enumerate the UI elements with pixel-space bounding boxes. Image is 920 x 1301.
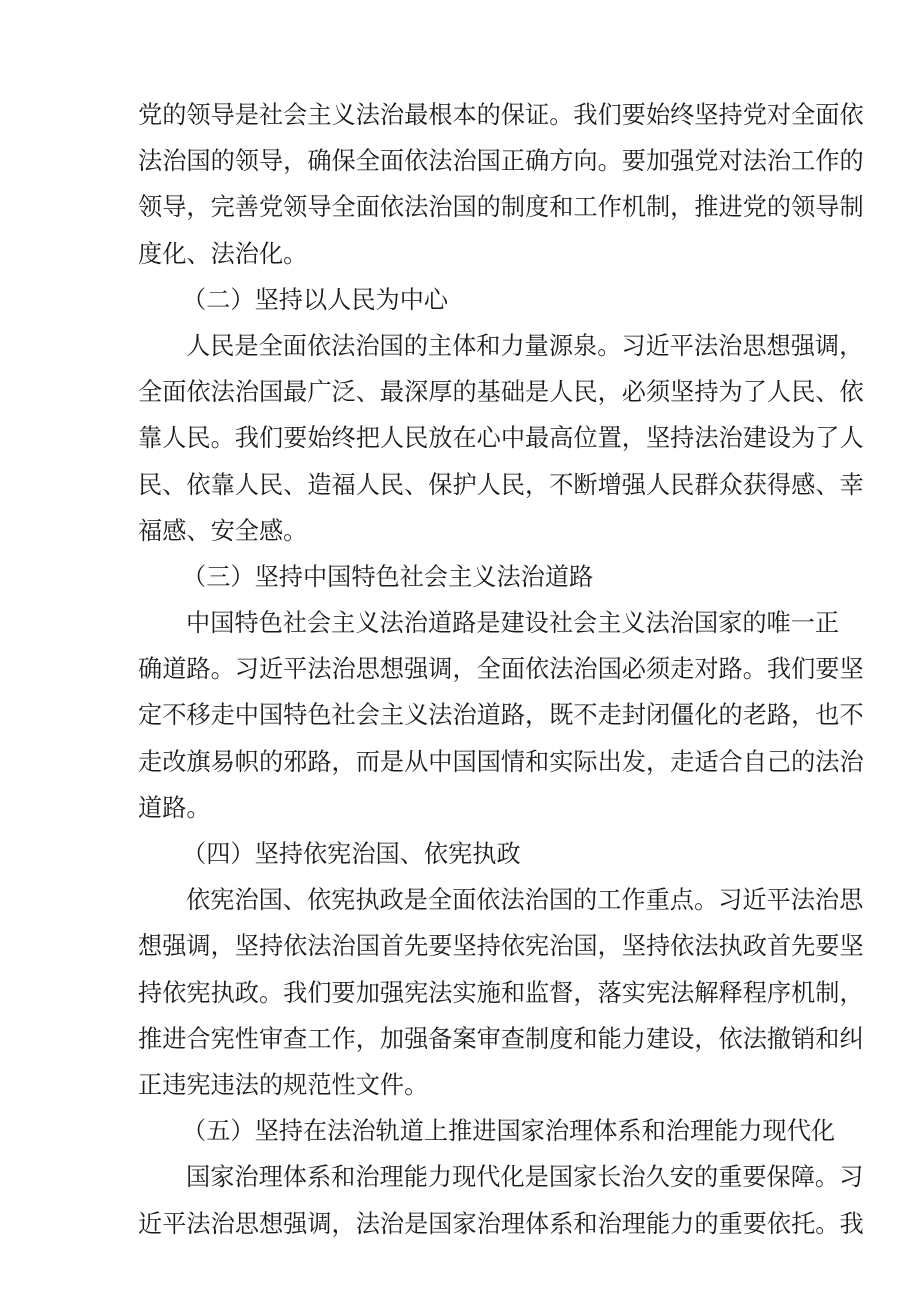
body-line: 定不移走中国特色社会主义法治道路，既不走封闭僵化的老路，也不 xyxy=(138,701,864,730)
paragraph-first-line: 国家治理体系和治理能力现代化是国家长治久安的重要保障。习 xyxy=(186,1163,864,1192)
section-heading-4: （四）坚持依宪治国、依宪执政 xyxy=(182,840,521,868)
document-body xyxy=(138,92,864,1247)
body-line: 想强调，坚持依法治国首先要坚持依宪治国，坚持依法执政首先要坚 xyxy=(138,932,864,961)
body-line: 全面依法治国最广泛、最深厚的基础是人民，必须坚持为了人民、依 xyxy=(138,378,864,407)
section-heading-2: （二）坚持以人民为中心 xyxy=(182,285,449,314)
paragraph-first-line: 中国特色社会主义法治道路是建设社会主义法治国家的唯一正 xyxy=(186,609,840,638)
section-heading-3: （三）坚持中国特色社会主义法治道路 xyxy=(182,562,594,591)
body-line: 领导，完善党领导全面依法治国的制度和工作机制，推进党的领导制 xyxy=(138,193,864,222)
section-heading-5: （五）坚持在法治轨道上推进国家治理体系和治理能力现代化 xyxy=(182,1117,836,1146)
body-line: 推进合宪性审查工作，加强备案审查制度和能力建设，依法撤销和纠 xyxy=(138,1024,864,1053)
body-line: 度化、法治化。 xyxy=(138,239,308,268)
paragraph-first-line: 人民是全面依法治国的主体和力量源泉。习近平法治思想强调， xyxy=(186,331,864,360)
body-line: 党的领导是社会主义法治最根本的保证。我们要始终坚持党对全面依 xyxy=(138,101,864,129)
body-line: 持依宪执政。我们要加强宪法实施和监督，落实宪法解释程序机制， xyxy=(138,978,864,1007)
body-line: 走改旗易帜的邪路，而是从中国国情和实际出发，走适合自己的法治 xyxy=(138,747,864,776)
body-line: 民、依靠人民、造福人民、保护人民，不断增强人民群众获得感、幸 xyxy=(138,470,864,499)
body-line: 靠人民。我们要始终把人民放在心中最高位置，坚持法治建设为了人 xyxy=(138,424,864,453)
body-line: 近平法治思想强调，法治是国家治理体系和治理能力的重要依托。我 xyxy=(138,1209,864,1238)
body-line: 确道路。习近平法治思想强调，全面依法治国必须走对路。我们要坚 xyxy=(138,655,864,684)
body-line: 正违宪违法的规范性文件。 xyxy=(138,1070,429,1099)
body-line: 福感、安全感。 xyxy=(138,516,308,545)
body-line: 道路。 xyxy=(138,793,211,822)
paragraph-first-line: 依宪治国、依宪执政是全面依法治国的工作重点。习近平法治思 xyxy=(186,886,864,915)
body-line: 法治国的领导，确保全面依法治国正确方向。要加强党对法治工作的 xyxy=(138,147,864,176)
